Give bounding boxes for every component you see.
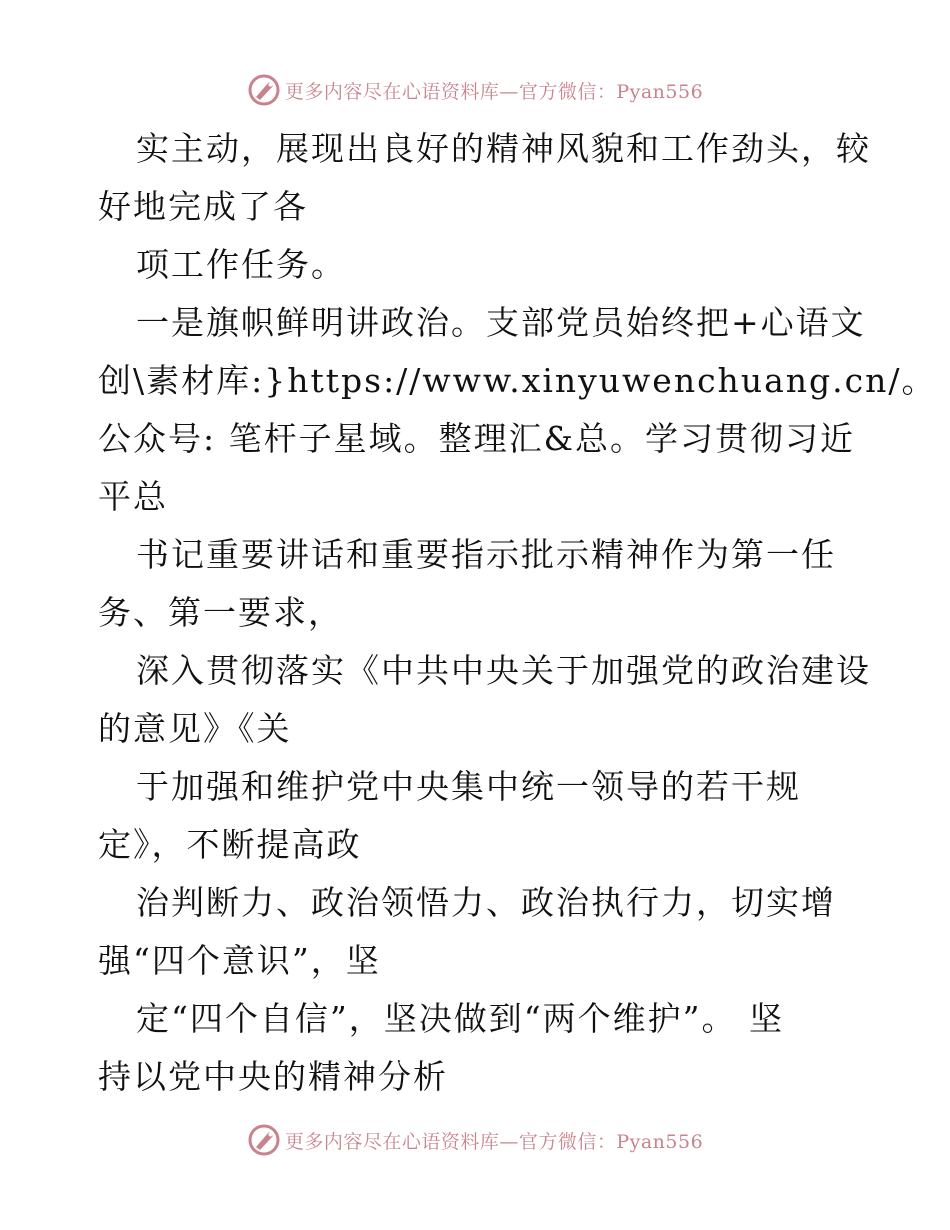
text-line: 公众号: 笔杆子星域。整理汇&总。学习贯彻习近 xyxy=(98,419,855,458)
text-line: 持以党中央的精神分析 xyxy=(98,1057,448,1096)
text-line: 定》，不断提高政 xyxy=(98,825,362,864)
text-line: 务、第一要求， xyxy=(98,593,343,632)
text-line: 书记重要讲话和重要指示批示精神作为第一任 xyxy=(136,535,836,574)
body-text xyxy=(98,120,937,1106)
header-watermark-banner xyxy=(0,70,950,110)
text-line: 创\素材库:}https://www.xinyuwenchuang.cn/。 xyxy=(98,361,937,400)
text-line: 项工作任务。 xyxy=(136,245,346,284)
text-line: 强“四个意识”，坚 xyxy=(98,941,381,980)
header-banner-text: 更多内容尽在心语资料库—官方微信：Pyan556 xyxy=(284,80,704,103)
text-line: 好地完成了各 xyxy=(98,187,308,226)
footer-banner-text: 更多内容尽在心语资料库—官方微信：Pyan556 xyxy=(284,1130,704,1153)
text-line: 定“四个自信”，坚决做到“两个维护”。 坚 xyxy=(136,999,784,1038)
text-line: 深入贯彻落实《中共中央关于加强党的政治建设 xyxy=(136,651,871,690)
text-line: 治判断力、政治领悟力、政治执行力，切实增 xyxy=(136,883,836,922)
text-line: 实主动，展现出良好的精神风貌和工作劲头，较 xyxy=(136,129,871,168)
pen-nib-logo-icon xyxy=(247,73,281,107)
text-line: 一是旗帜鲜明讲政治。支部党员始终把+心语文 xyxy=(136,303,866,342)
text-line: 于加强和维护党中央集中统一领导的若干规 xyxy=(136,767,801,806)
footer-watermark-banner xyxy=(0,1120,950,1160)
text-line: 的意见》《关 xyxy=(98,709,292,748)
text-line: 平总 xyxy=(98,477,168,516)
pen-nib-logo-icon xyxy=(247,1123,281,1157)
